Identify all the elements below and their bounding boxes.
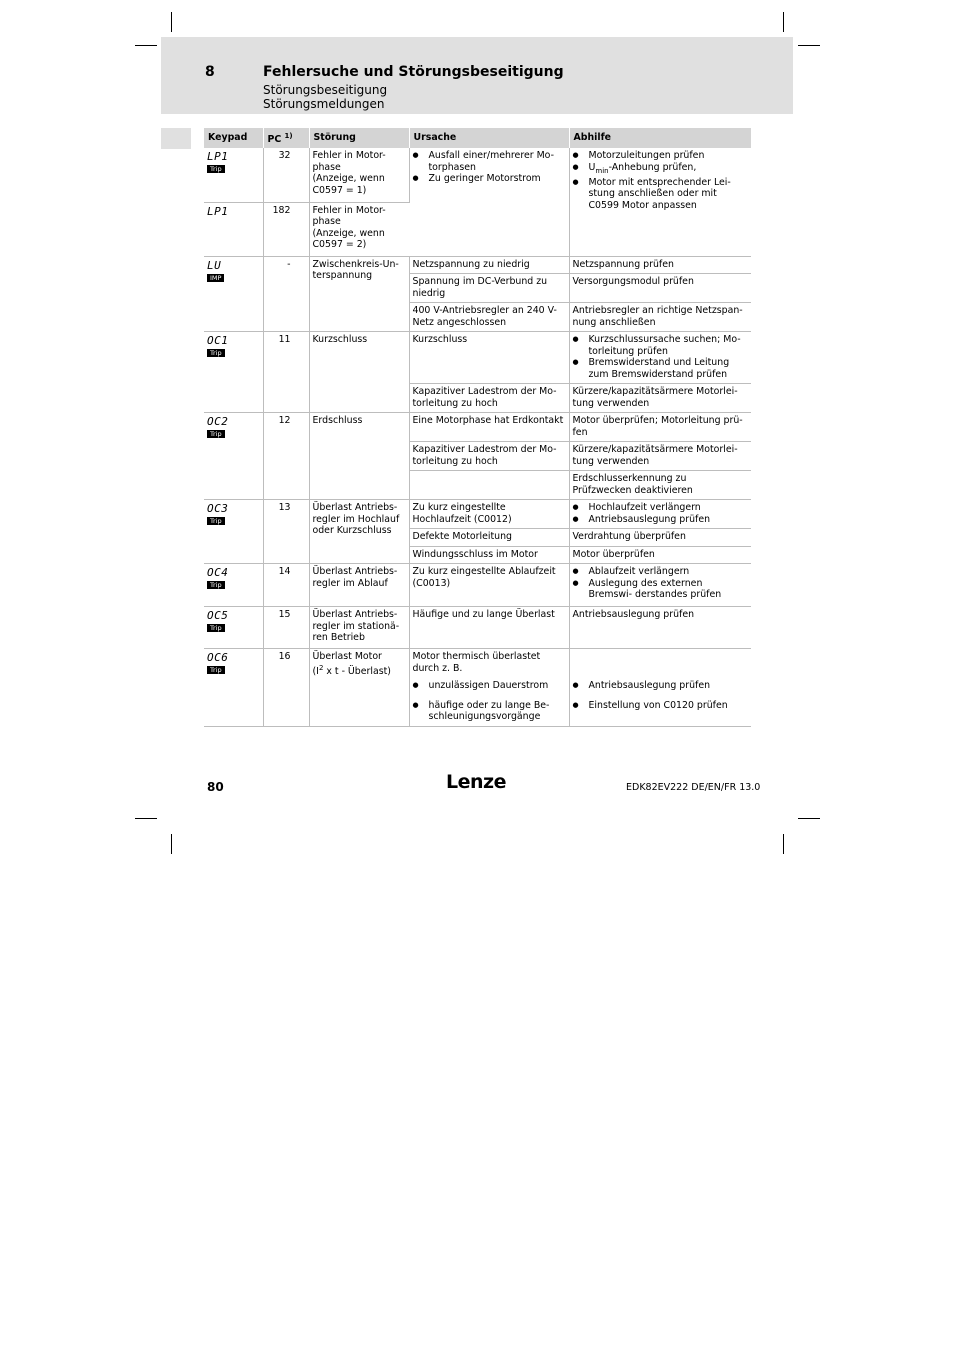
crop-mark	[171, 834, 172, 854]
fault-code: OC1	[207, 334, 229, 347]
crop-mark	[135, 45, 157, 46]
table-header-row	[204, 128, 751, 148]
abhilfe-cell: Erdschlusserkennung zu Prüfzwecken deaktivieren	[569, 471, 751, 500]
ursache-cell: Eine Motorphase hat Erdkontakt	[409, 413, 569, 442]
fault-code: LU	[207, 258, 222, 272]
pc-cell: -	[263, 256, 309, 332]
table-row	[204, 332, 751, 384]
trip-badge: Trip	[207, 430, 225, 438]
crop-mark	[171, 12, 172, 32]
header-abhilfe: Abhilfe	[569, 128, 751, 148]
ursache-cell: Kapazitiver Ladestrom der Mo- torleitung zu hoch	[409, 384, 569, 413]
fault-code: OC2	[207, 415, 229, 428]
ursache-cell: Kapazitiver Ladestrom der Mo- torleitung zu hoch	[409, 442, 569, 471]
table-row	[204, 148, 751, 202]
keypad-cell	[204, 413, 263, 500]
abhilfe-cell	[569, 564, 751, 607]
crop-mark	[798, 45, 820, 46]
pc-cell: 32	[263, 148, 309, 202]
pc-cell: 13	[263, 500, 309, 564]
table-row	[204, 564, 751, 607]
abhilfe-cell: Kürzere/kapazitätsärmere Motorlei- tung verwenden	[569, 384, 751, 413]
fault-code: LP1	[207, 204, 229, 218]
keypad-cell	[204, 148, 263, 202]
crop-mark	[783, 834, 784, 854]
stoerung-cell: Fehler in Motor- phase (Anzeige, wenn C0597 = 2)	[309, 202, 409, 256]
pc-cell: 14	[263, 564, 309, 607]
stoerung-cell: Zwischenkreis-Un- terspannung	[309, 256, 409, 332]
ursache-cell: Zu kurz eingestellte Ablaufzeit (C0013)	[409, 564, 569, 607]
table-row	[204, 607, 751, 649]
pc-cell: 182	[263, 202, 309, 256]
table-row	[204, 649, 751, 727]
pc-cell: 16	[263, 649, 309, 727]
ursache-cell: Kurzschluss	[409, 332, 569, 384]
chapter-number: 8	[205, 64, 215, 80]
list-item: ● Einstellung von C0120 prüfen	[573, 700, 749, 712]
trip-badge: Trip	[207, 165, 225, 173]
pc-cell: 11	[263, 332, 309, 413]
document-reference: EDK82EV222 DE/EN/FR 13.0	[626, 782, 761, 793]
stoerung-cell: Überlast Antriebs- regler im Ablauf	[309, 564, 409, 607]
abhilfe-cell: Versorgungsmodul prüfen	[569, 274, 751, 303]
abhilfe-cell	[569, 649, 751, 727]
list-item: ● Motor mit entsprechender Lei- stung anschließen oder mit C0599 Motor anpassen	[573, 177, 749, 212]
crop-mark	[135, 818, 157, 819]
chapter-tab	[161, 128, 191, 149]
abhilfe-cell: Antriebsauslegung prüfen	[569, 607, 751, 649]
chapter-title: Fehlersuche und Störungsbeseitigung	[263, 64, 564, 80]
table-row	[204, 256, 751, 274]
ursache-cell: 400 V-Antriebsregler an 240 V- Netz angeschlossen	[409, 303, 569, 332]
list-item: ● Antriebsauslegung prüfen	[573, 514, 749, 526]
fault-code: OC5	[207, 609, 229, 622]
list-item: ● Motorzuleitungen prüfen	[573, 150, 749, 162]
stoerung-cell: Überlast Antriebs- regler im stationä- ren Betrieb	[309, 607, 409, 649]
abhilfe-cell: Verdrahtung überprüfen	[569, 529, 751, 547]
keypad-cell	[204, 332, 263, 413]
stoerung-cell: Überlast Antriebs- regler im Hochlauf oder Kurzschluss	[309, 500, 409, 564]
subsection-title: Störungsmeldungen	[263, 97, 385, 111]
abhilfe-cell: Netzspannung prüfen	[569, 256, 751, 274]
keypad-cell	[204, 564, 263, 607]
keypad-cell	[204, 202, 263, 256]
trip-badge: Trip	[207, 517, 225, 525]
header-ursache: Ursache	[409, 128, 569, 148]
ursache-cell: Motor thermisch überlastet durch z. B. ● unzulässigen Dauerstrom ● häufige oder zu lange Be- schleunigungsvorgänge	[409, 649, 569, 727]
pc-cell: 15	[263, 607, 309, 649]
ursache-cell: Spannung im DC-Verbund zu niedrig	[409, 274, 569, 303]
fault-table	[204, 128, 752, 727]
lenze-logo: Lenze	[446, 771, 506, 793]
ursache-cell: Zu kurz eingestellte Hochlaufzeit (C0012)	[409, 500, 569, 529]
header-keypad: Keypad	[204, 128, 263, 148]
ursache-cell: Windungsschluss im Motor	[409, 546, 569, 564]
abhilfe-cell	[569, 332, 751, 384]
keypad-cell	[204, 500, 263, 564]
trip-badge: Trip	[207, 581, 225, 589]
list-item: ● unzulässigen Dauerstrom	[413, 680, 566, 692]
abhilfe-cell: Motor überprüfen; Motorleitung prü- fen	[569, 413, 751, 442]
list-item: ● Kurzschlussursache suchen; Mo- torleitung prüfen	[573, 334, 749, 357]
keypad-cell	[204, 607, 263, 649]
list-item: ● Hochlaufzeit verlängern	[573, 502, 749, 514]
stoerung-cell: Erdschluss	[309, 413, 409, 500]
list-item: ● Ausfall einer/mehrerer Mo- torphasen	[413, 150, 566, 173]
list-item: ● $U_{min}$-Anhebung prüfen,	[573, 162, 749, 177]
list-item: ● Antriebsauslegung prüfen	[573, 680, 749, 692]
trip-badge: Trip	[207, 624, 225, 632]
list-item: ● häufige oder zu lange Be- schleunigungsvorgänge	[413, 700, 566, 723]
ursache-cell: Netzspannung zu niedrig	[409, 256, 569, 274]
fault-code: OC3	[207, 502, 229, 515]
abhilfe-cell	[569, 148, 751, 256]
imp-badge: IMP	[207, 274, 224, 282]
abhilfe-cell: Motor überprüfen	[569, 546, 751, 564]
table-row	[204, 413, 751, 442]
trip-badge: Trip	[207, 666, 225, 674]
table-row	[204, 500, 751, 529]
page-number: 80	[207, 780, 224, 794]
keypad-cell	[204, 256, 263, 332]
fault-code: OC6	[207, 651, 229, 664]
stoerung-cell: Fehler in Motor- phase (Anzeige, wenn C0597 = 1)	[309, 148, 409, 202]
ursache-cell: Häufige und zu lange Überlast	[409, 607, 569, 649]
stoerung-cell: Überlast Motor ($I^2$ x t - Überlast)	[309, 649, 409, 727]
list-item: ● Auslegung des externen Bremswi- derstandes prüfen	[573, 578, 749, 601]
fault-code: LP1	[207, 150, 229, 163]
list-item: ● Zu geringer Motorstrom	[413, 173, 566, 185]
crop-mark	[783, 12, 784, 32]
ursache-cell: Defekte Motorleitung	[409, 529, 569, 547]
list-item: ● Bremswiderstand und Leitung zum Bremswiderstand prüfen	[573, 357, 749, 380]
keypad-cell	[204, 649, 263, 727]
abhilfe-cell: Antriebsregler an richtige Netzspan- nung anschließen	[569, 303, 751, 332]
ursache-cell	[409, 471, 569, 500]
abhilfe-cell: Kürzere/kapazitätsärmere Motorlei- tung verwenden	[569, 442, 751, 471]
abhilfe-cell	[569, 500, 751, 529]
pc-cell: 12	[263, 413, 309, 500]
stoerung-cell: Kurzschluss	[309, 332, 409, 413]
trip-badge: Trip	[207, 349, 225, 357]
fault-code: OC4	[207, 566, 229, 579]
ursache-cell	[409, 148, 569, 256]
header-pc: PC $^{1)}$	[263, 128, 309, 148]
list-item: ● Ablaufzeit verlängern	[573, 566, 749, 578]
crop-mark	[798, 818, 820, 819]
header-stoerung: Störung	[309, 128, 409, 148]
section-title: Störungsbeseitigung	[263, 83, 388, 97]
